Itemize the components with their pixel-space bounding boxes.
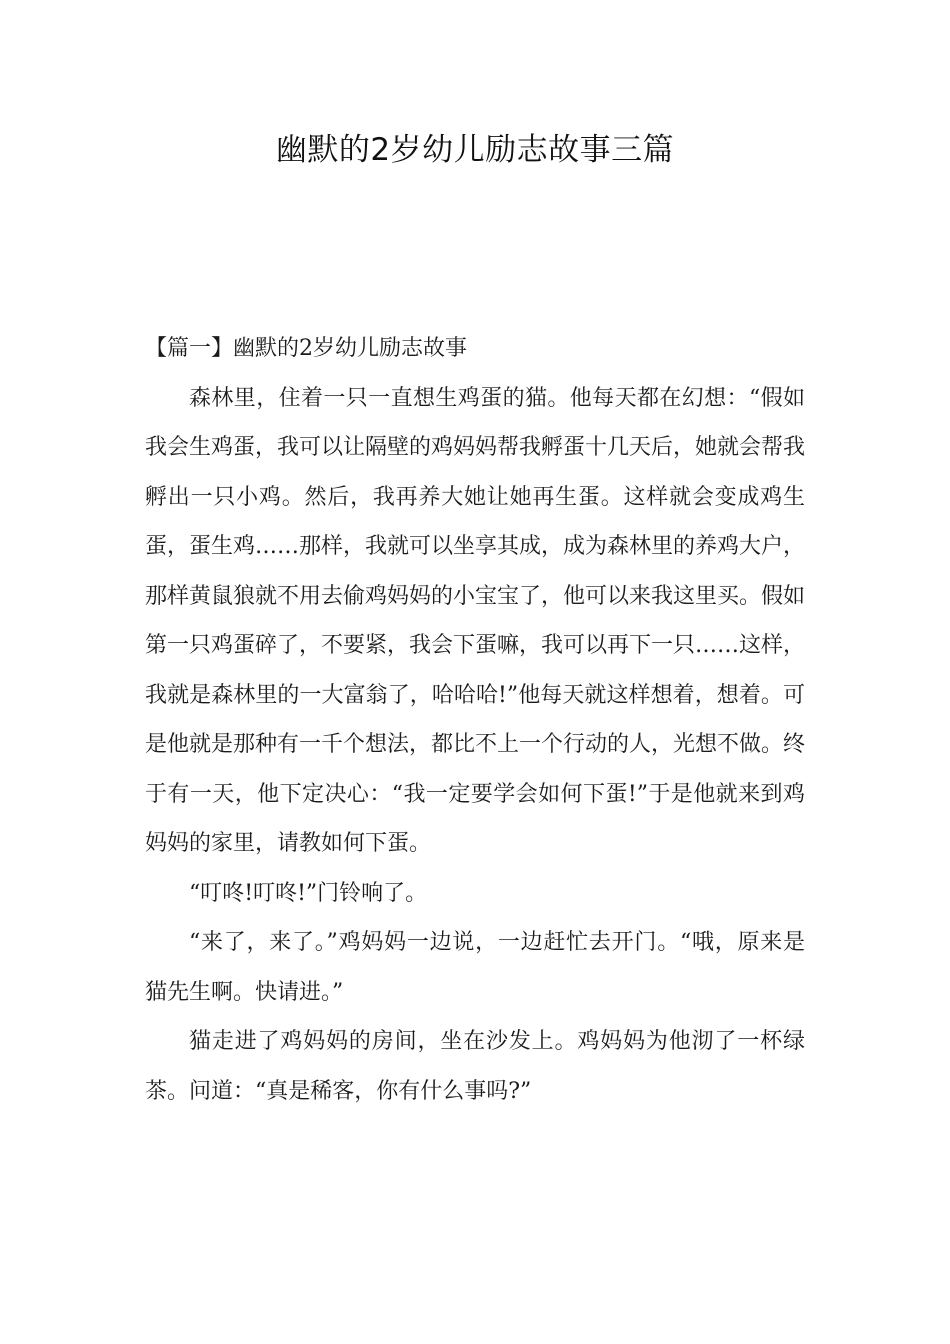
document-body bbox=[145, 324, 805, 1116]
section-heading: 【篇一】幽默的2岁幼儿励志故事 bbox=[145, 336, 467, 361]
paragraph: 猫走进了鸡妈妈的房间，坐在沙发上。鸡妈妈为他沏了一杯绿茶。问道：“真是稀客，你有什么事吗?” bbox=[145, 1029, 805, 1104]
document-title: 幽默的2岁幼儿励志故事三篇 bbox=[275, 132, 675, 168]
paragraph: “来了，来了。”鸡妈妈一边说，一边赶忙去开门。“哦，原来是猫先生啊。快请进。” bbox=[145, 930, 805, 1005]
paragraph: “叮咚!叮咚!”门铃响了。 bbox=[189, 880, 428, 906]
paragraph: 森林里，住着一只一直想生鸡蛋的猫。他每天都在幻想：“假如我会生鸡蛋，我可以让隔壁的鸡妈妈帮我孵蛋十几天后，她就会帮我孵出一只小鸡。然后，我再养大她让她再生蛋。这样就会变成鸡生蛋，蛋生鸡……那样，我就可以坐享其成，成为森林里的养鸡大户，那样黄鼠狼就不用去偷鸡妈妈的小宝宝了，他可以来我这里买。假如第一只鸡蛋碎了，不要紧，我会下蛋嘛，我可以再下一只……这样，我就是森林里的一大富翁了，哈哈哈!”他每天就这样想着，想着。可是他就是那种有一千个想法，都比不上一个行动的人，光想不做。终于有一天，他下定决心：“我一定要学会如何下蛋!”于是他就来到鸡妈妈的家里，请教如何下蛋。 bbox=[145, 385, 806, 856]
